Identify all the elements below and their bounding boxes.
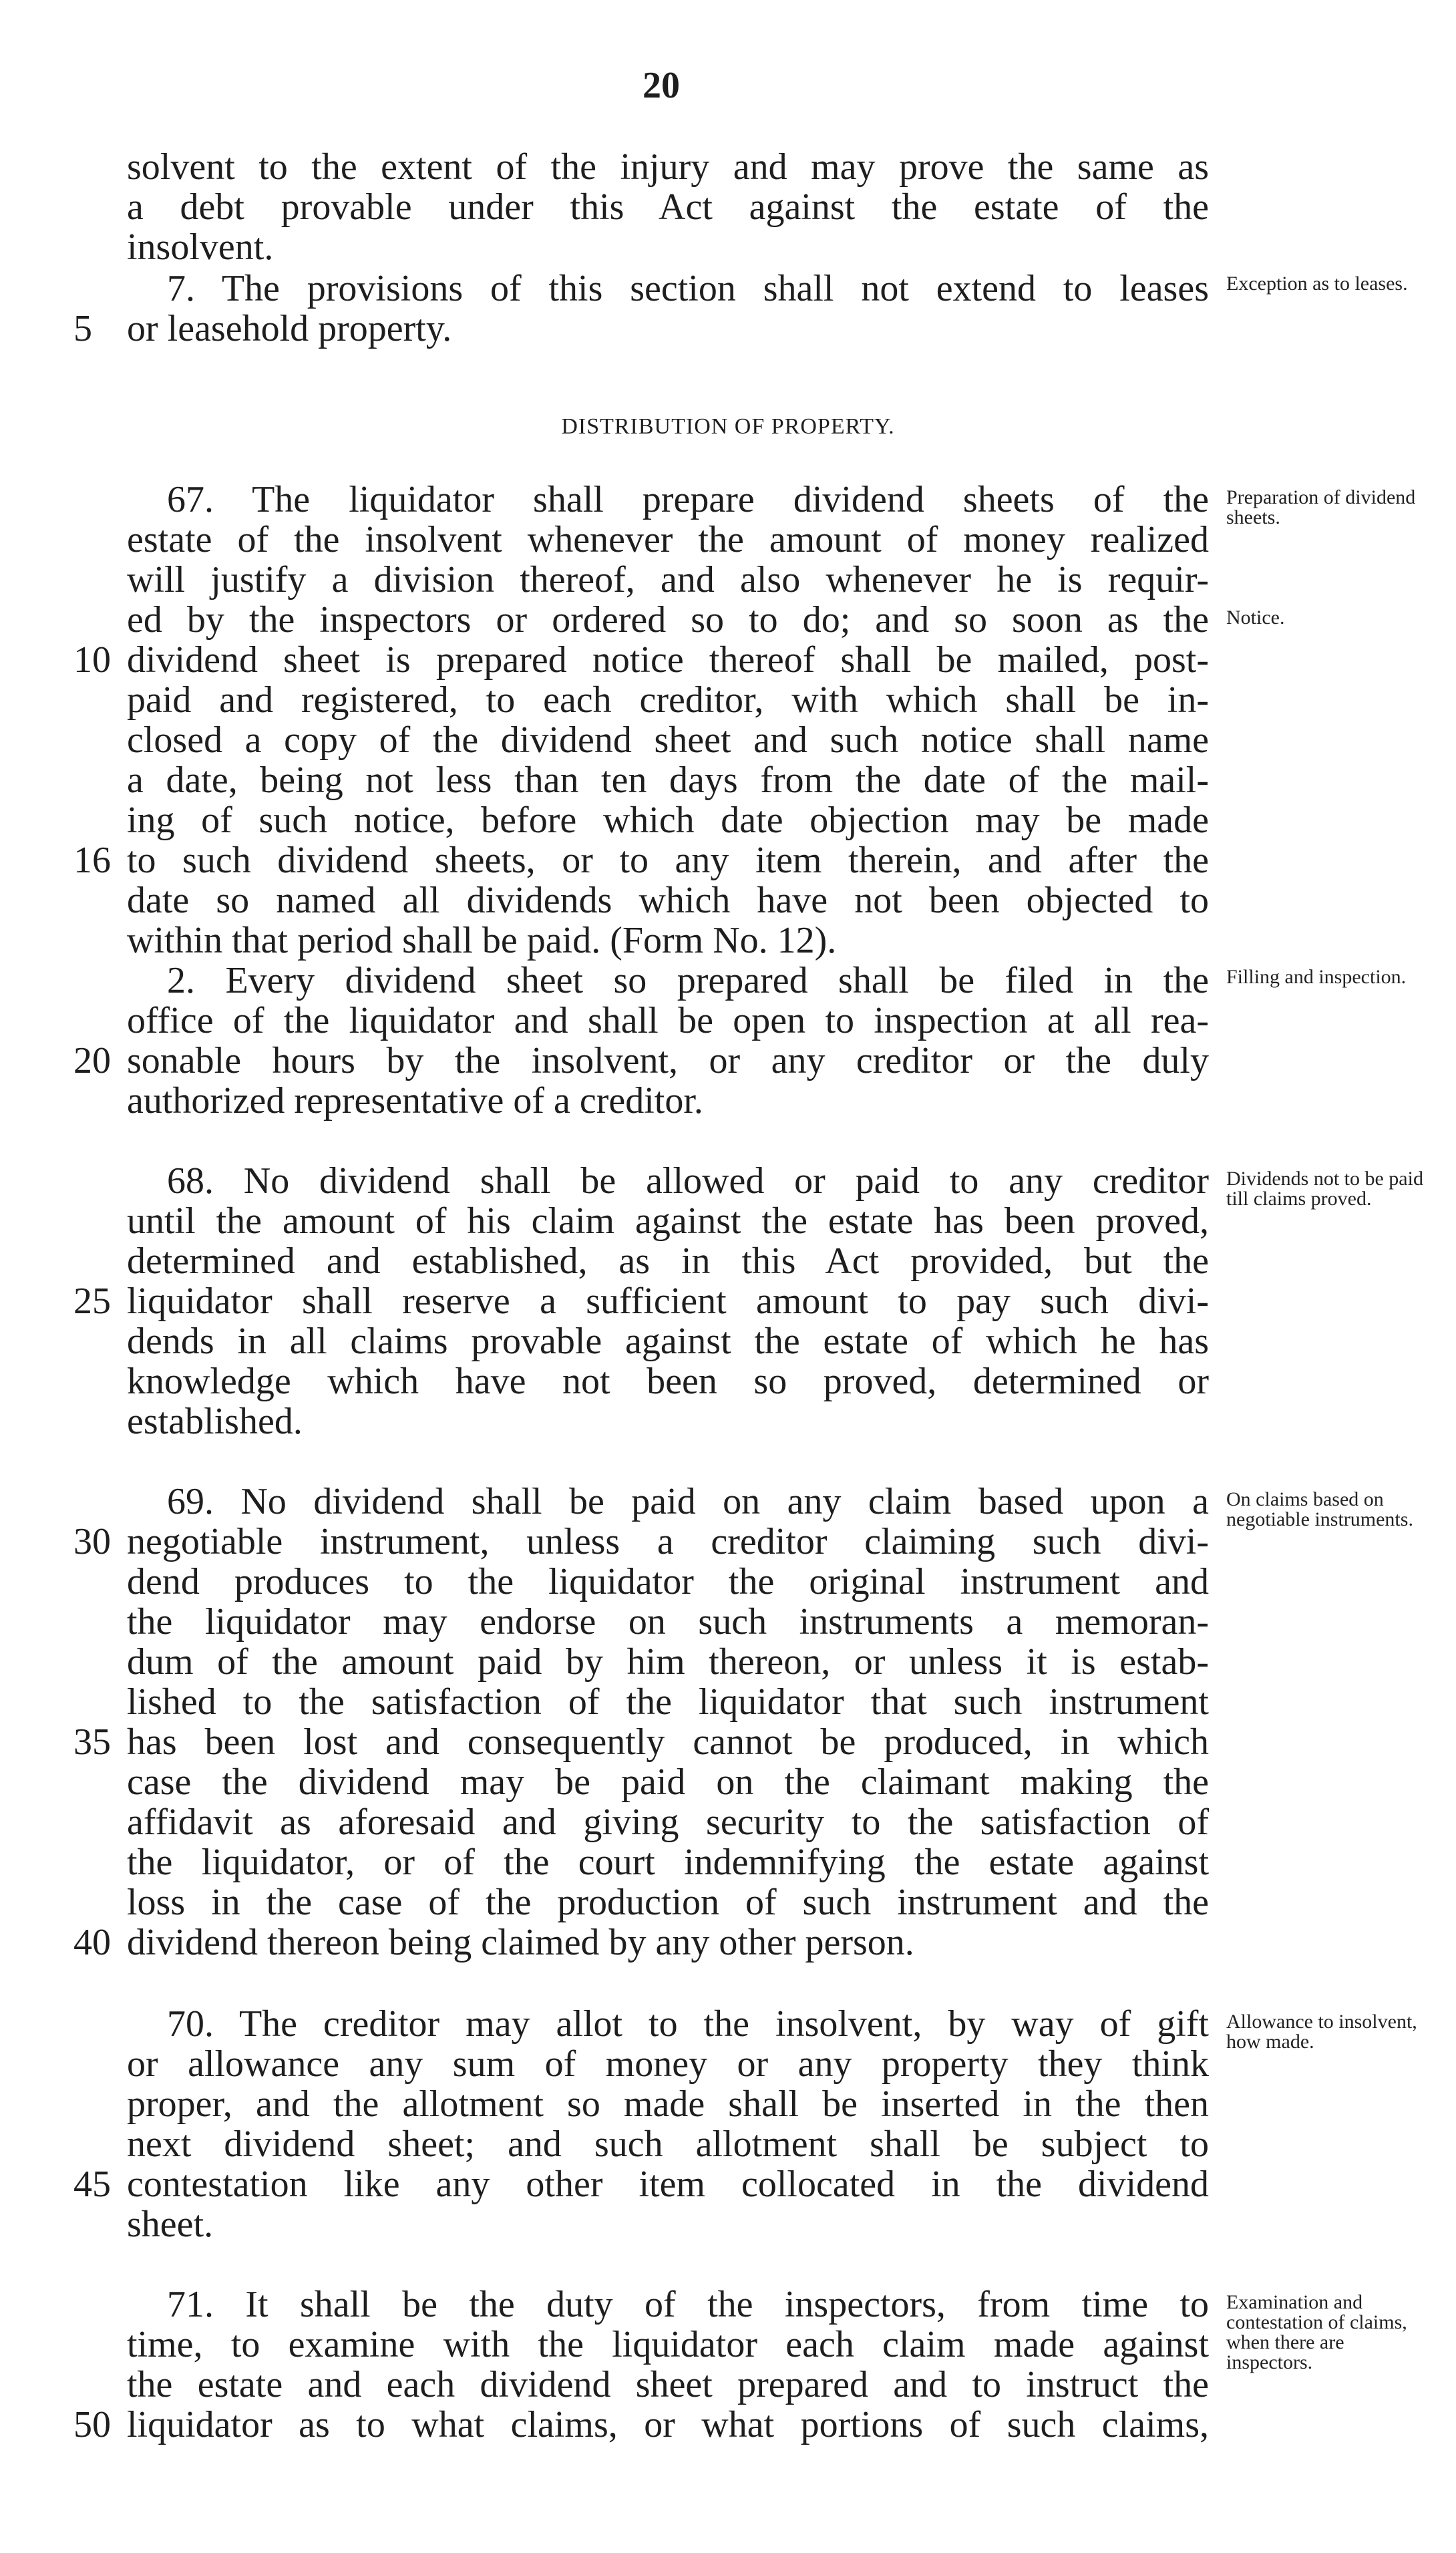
- text-line: ing of such notice, before which date objection may be made: [127, 800, 1209, 841]
- text-line: liquidator shall reserve a sufficient amount to pay such divi-: [127, 1281, 1209, 1322]
- text-line: closed a copy of the dividend sheet and such notice shall name: [127, 719, 1209, 761]
- text-line: until the amount of his claim against the estate has been proved,: [127, 1200, 1209, 1242]
- text-line: ed by the inspectors or ordered so to do; and so soon as the: [127, 599, 1209, 641]
- text-line: the estate and each dividend sheet prepared and to instruct the: [127, 2364, 1209, 2405]
- page-number: 20: [643, 65, 680, 106]
- margin-note-filling: Filling and inspection.: [1226, 966, 1407, 988]
- text-line: next dividend sheet; and such allotment shall be subject to: [127, 2123, 1209, 2165]
- line-number: 45: [73, 2164, 111, 2205]
- section-70-first-line: 70. The creditor may allot to the insolvent, by way of gift: [167, 2003, 1209, 2045]
- line-number: 5: [73, 308, 92, 349]
- text-line: dividend sheet is prepared notice thereof shall be mailed, post-: [127, 639, 1209, 681]
- text-line: insolvent.: [127, 226, 274, 268]
- text-line: paid and registered, to each creditor, with which shall be in-: [127, 679, 1209, 721]
- text-line: solvent to the extent of the injury and may prove the same as: [127, 146, 1209, 188]
- text-line: knowledge which have not been so proved, determined or: [127, 1361, 1209, 1402]
- margin-note-preparation: Preparation of dividend sheets.: [1226, 486, 1416, 528]
- text-line: a date, being not less than ten days from the date of the mail-: [127, 759, 1209, 801]
- text-line: loss in the case of the production of such instrument and the: [127, 1882, 1209, 1923]
- margin-note-negotiable: On claims based on negotiable instruments.: [1226, 1488, 1413, 1530]
- section-67-first-line: 67. The liquidator shall prepare dividend sheets of the: [167, 479, 1209, 520]
- text-line: office of the liquidator and shall be open to inspection at all rea-: [127, 1000, 1209, 1041]
- line-number: 16: [73, 840, 111, 881]
- text-line: sonable hours by the insolvent, or any creditor or the duly: [127, 1040, 1209, 1081]
- text-line: within that period shall be paid. (Form No. 12).: [127, 920, 837, 961]
- margin-note-examination: Examination and contestation of claims, when there are inspectors.: [1226, 2291, 1407, 2373]
- text-line: will justify a division thereof, and also whenever he is requir-: [127, 559, 1209, 601]
- line-number: 10: [73, 639, 111, 681]
- text-line: a debt provable under this Act against the estate of the: [127, 186, 1209, 228]
- margin-note-allowance: Allowance to insolvent, how made.: [1226, 2011, 1417, 2053]
- text-line: 7. The provisions of this section shall not extend to leases: [167, 268, 1209, 309]
- text-line: sheet.: [127, 2204, 214, 2245]
- line-number: 30: [73, 1521, 111, 1562]
- text-line: time, to examine with the liquidator each claim made against: [127, 2324, 1209, 2365]
- section-69-first-line: 69. No dividend shall be paid on any claim based upon a: [167, 1481, 1209, 1522]
- margin-note-dividends-not-paid: Dividends not to be paid till claims proved.: [1226, 1168, 1423, 1210]
- text-line: estate of the insolvent whenever the amount of money realized: [127, 519, 1209, 560]
- section-heading: DISTRIBUTION OF PROPERTY.: [561, 414, 895, 439]
- text-line: the liquidator may endorse on such instruments a memoran-: [127, 1601, 1209, 1643]
- text-line: dividend thereon being claimed by any other person.: [127, 1922, 914, 1963]
- text-line: established.: [127, 1401, 303, 1442]
- text-line: lished to the satisfaction of the liquidator that such instrument: [127, 1681, 1209, 1723]
- text-line: dends in all claims provable against the estate of which he has: [127, 1321, 1209, 1362]
- margin-note-notice: Notice.: [1226, 607, 1285, 629]
- text-line: determined and established, as in this Act provided, but the: [127, 1240, 1209, 1282]
- text-line: date so named all dividends which have not been objected to: [127, 880, 1209, 921]
- line-number: 40: [73, 1922, 111, 1963]
- section-68-first-line: 68. No dividend shall be allowed or paid to any creditor: [167, 1160, 1209, 1202]
- text-line: the liquidator, or of the court indemnifying the estate against: [127, 1842, 1209, 1883]
- text-line: 2. Every dividend sheet so prepared shall be filed in the: [167, 960, 1209, 1001]
- text-line: contestation like any other item collocated in the dividend: [127, 2164, 1209, 2205]
- text-line: dend produces to the liquidator the original instrument and: [127, 1561, 1209, 1602]
- text-line: or leasehold property.: [127, 308, 452, 349]
- text-line: case the dividend may be paid on the claimant making the: [127, 1761, 1209, 1803]
- text-line: to such dividend sheets, or to any item therein, and after the: [127, 840, 1209, 881]
- line-number: 35: [73, 1721, 111, 1763]
- text-line: liquidator as to what claims, or what portions of such claims,: [127, 2404, 1209, 2445]
- text-line: authorized representative of a creditor.: [127, 1080, 703, 1122]
- line-number: 20: [73, 1040, 111, 1081]
- text-line: proper, and the allotment so made shall be inserted in the then: [127, 2083, 1209, 2125]
- text-line: or allowance any sum of money or any property they think: [127, 2043, 1209, 2085]
- line-number: 25: [73, 1281, 111, 1322]
- text-line: has been lost and consequently cannot be produced, in which: [127, 1721, 1209, 1763]
- text-line: affidavit as aforesaid and giving security to the satisfaction of: [127, 1802, 1209, 1843]
- text-line: dum of the amount paid by him thereon, or unless it is estab-: [127, 1641, 1209, 1683]
- text-line: negotiable instrument, unless a creditor claiming such divi-: [127, 1521, 1209, 1562]
- margin-note-exception: Exception as to leases.: [1226, 273, 1408, 295]
- section-71-first-line: 71. It shall be the duty of the inspectors, from time to: [167, 2284, 1209, 2325]
- line-number: 50: [73, 2404, 111, 2445]
